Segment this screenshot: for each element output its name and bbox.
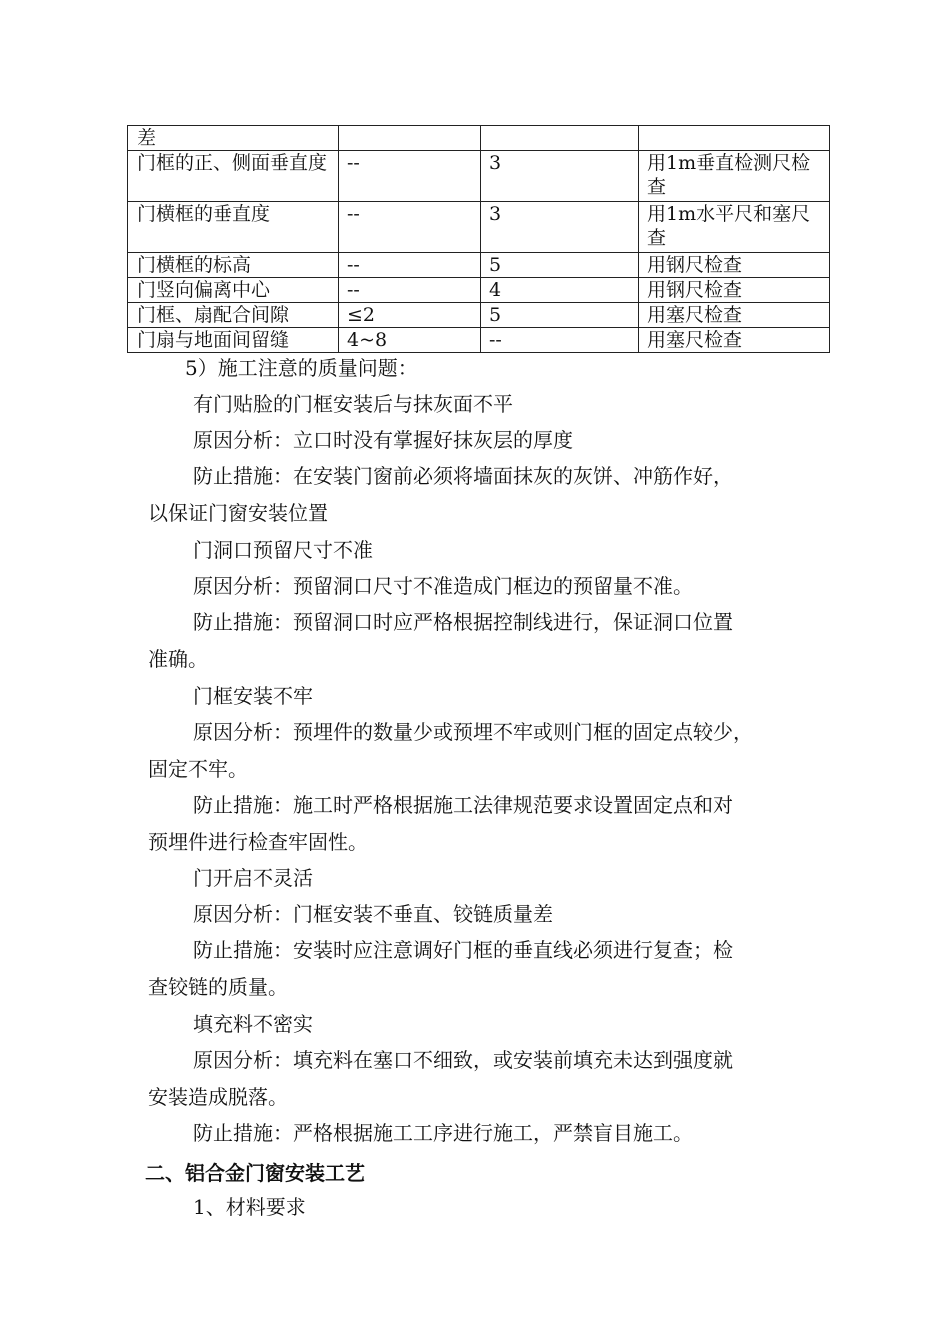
table-row (128, 202, 830, 253)
cause-text: 原因分析：立口时没有掌握好抹灰层的厚度 (193, 428, 573, 452)
table-row (128, 303, 830, 328)
table-cell: 5 (481, 303, 639, 328)
table-cell: -- (481, 328, 639, 353)
table-cell: 用1m垂直检测尺检查 (639, 151, 830, 202)
table-row (128, 328, 830, 353)
table-cell: ≤2 (339, 303, 481, 328)
cause-text: 原因分析：填充料在塞口不细致，或安装前填充未达到强度就 (193, 1048, 733, 1072)
table-cell: 4 (481, 278, 639, 303)
table-cell: 门横框的垂直度 (128, 202, 339, 253)
table-cell: 用1m水平尺和塞尺查 (639, 202, 830, 253)
issue-title: 填充料不密实 (193, 1012, 313, 1036)
subsection-title: 1、材料要求 (193, 1195, 306, 1219)
table-cell: -- (339, 278, 481, 303)
table-cell (639, 126, 830, 151)
fix-text: 防止措施：严格根据施工工序进行施工，严禁盲目施工。 (193, 1121, 693, 1145)
fix-text: 防止措施：安装时应注意调好门框的垂直线必须进行复查；检 (193, 938, 733, 962)
issue-title: 门开启不灵活 (193, 866, 313, 890)
table-cell: 5 (481, 253, 639, 278)
fix-text-cont: 准确。 (148, 647, 208, 671)
table-cell: 用塞尺检查 (639, 328, 830, 353)
table-cell: 3 (481, 202, 639, 253)
table-cell: 用钢尺检查 (639, 253, 830, 278)
table-cell: 3 (481, 151, 639, 202)
section-title: 5）施工注意的质量问题： (185, 356, 418, 380)
table-cell: 门横框的标高 (128, 253, 339, 278)
cause-text: 原因分析：预埋件的数量少或预埋不牢或则门框的固定点较少， (193, 720, 753, 744)
issue-title: 门框安装不牢 (193, 684, 313, 708)
cause-text-cont: 固定不牢。 (148, 757, 248, 781)
table-cell: 门框的正、侧面垂直度 (128, 151, 339, 202)
tolerance-table (127, 125, 830, 353)
table-cell: -- (339, 202, 481, 253)
fix-text: 防止措施：在安装门窗前必须将墙面抹灰的灰饼、冲筋作好， (193, 464, 733, 488)
issue-title: 有门贴脸的门框安装后与抹灰面不平 (193, 392, 513, 416)
fix-text-cont: 查铰链的质量。 (148, 975, 288, 999)
cause-text-cont: 安装造成脱落。 (148, 1085, 288, 1109)
fix-text-cont: 预埋件进行检查牢固性。 (148, 830, 368, 854)
table-cell: -- (339, 253, 481, 278)
table-cell (481, 126, 639, 151)
cause-text: 原因分析：门框安装不垂直、铰链质量差 (193, 902, 553, 926)
table-cell: 用钢尺检查 (639, 278, 830, 303)
table-row (128, 151, 830, 202)
table-row (128, 278, 830, 303)
cause-text: 原因分析：预留洞口尺寸不准造成门框边的预留量不准。 (193, 574, 693, 598)
table-cell: 门竖向偏离中心 (128, 278, 339, 303)
section-heading: 二、铝合金门窗安装工艺 (145, 1161, 365, 1185)
issue-title: 门洞口预留尺寸不准 (193, 538, 373, 562)
table-row (128, 253, 830, 278)
table-row (128, 126, 830, 151)
fix-text: 防止措施：预留洞口时应严格根据控制线进行，保证洞口位置 (193, 610, 733, 634)
table-cell: -- (339, 151, 481, 202)
fix-text: 防止措施：施工时严格根据施工法律规范要求设置固定点和对 (193, 793, 733, 817)
fix-text-cont: 以保证门窗安装位置 (148, 501, 328, 525)
table-cell: 差 (128, 126, 339, 151)
table-cell: 用塞尺检查 (639, 303, 830, 328)
table-cell (339, 126, 481, 151)
table-cell: 门扇与地面间留缝 (128, 328, 339, 353)
table-cell: 4~8 (339, 328, 481, 353)
table-cell: 门框、扇配合间隙 (128, 303, 339, 328)
